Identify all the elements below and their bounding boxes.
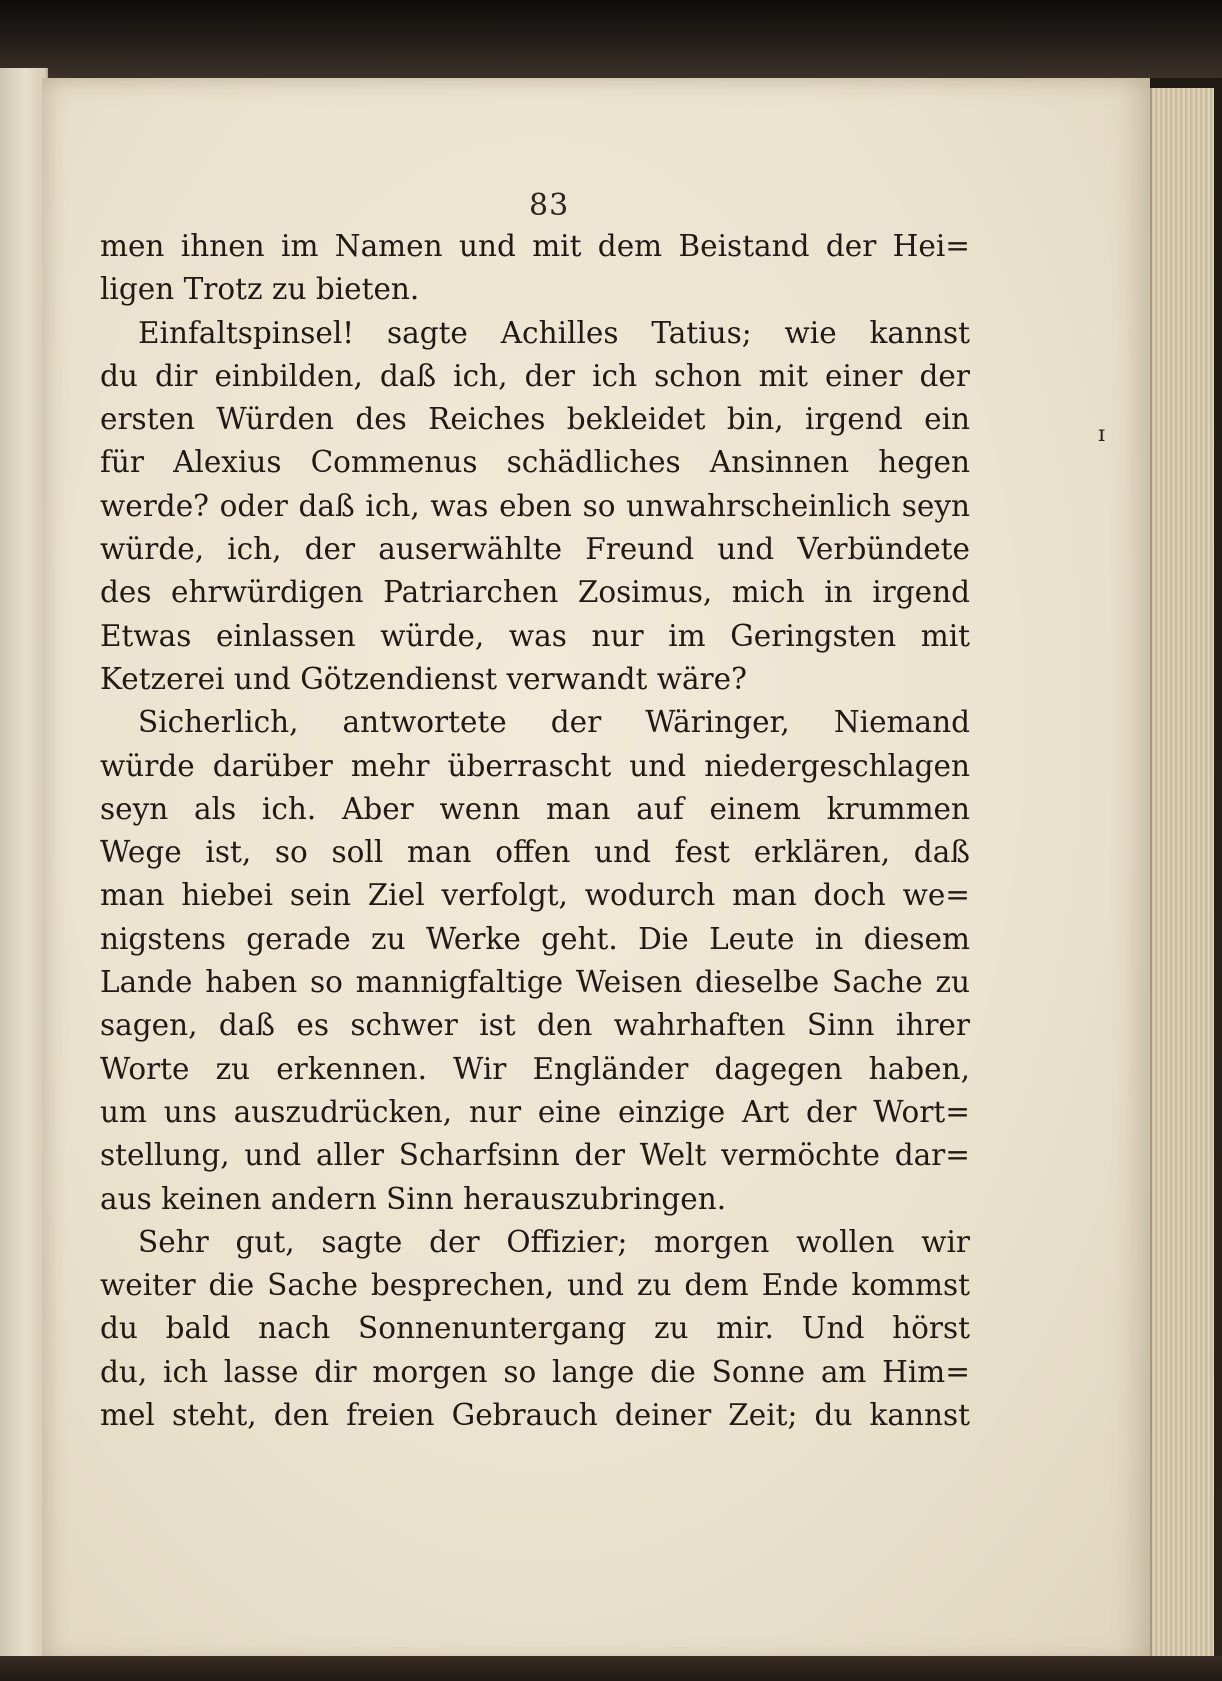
text-line: um uns auszudrücken, nur eine einzige Art der Wort= bbox=[100, 1094, 970, 1129]
text-line: Sehr gut, sagte der Offizier; morgen wollen wir bbox=[138, 1224, 970, 1259]
text-line: nigstens gerade zu Werke geht. Die Leute in diesem bbox=[100, 921, 970, 956]
text-line: Ketzerei und Götzendienst verwandt wäre? bbox=[100, 661, 747, 696]
text-line: des ehrwürdigen Patriarchen Zosimus, mich in irgend bbox=[100, 575, 970, 610]
text-line: du bald nach Sonnenuntergang zu mir. Und hörst bbox=[100, 1311, 970, 1346]
page-stack-edges bbox=[1150, 88, 1214, 1658]
text-line: du dir einbilden, daß ich, der ich schon mit einer der bbox=[100, 358, 970, 393]
text-line: Etwas einlassen würde, was nur im Geringsten mit bbox=[100, 618, 970, 653]
page-number: 83 bbox=[529, 188, 570, 223]
text-line: du, ich lasse dir morgen so lange die Sonne am Him= bbox=[100, 1354, 970, 1389]
margin-mark: ɪ bbox=[1098, 422, 1106, 447]
text-line: mel steht, den freien Gebrauch deiner Zeit; du kannst bbox=[100, 1398, 970, 1433]
text-line: ersten Würden des Reiches bekleidet bin, irgend ein bbox=[100, 402, 970, 437]
text-line: Worte zu erkennen. Wir Engländer dagegen haben, bbox=[100, 1051, 970, 1086]
text-line: Lande haben so mannigfaltige Weisen dieselbe Sache zu bbox=[100, 965, 970, 1000]
text-line: weiter die Sache besprechen, und zu dem Ende kommst bbox=[100, 1268, 970, 1303]
text-line: aus keinen andern Sinn herauszubringen. bbox=[100, 1181, 727, 1216]
text-line: Einfaltspinsel! sagte Achilles Tatius; wie kannst bbox=[138, 315, 970, 350]
text-line: würde darüber mehr überrascht und niedergeschlagen bbox=[100, 748, 970, 783]
text-line: seyn als ich. Aber wenn man auf einem krummen bbox=[100, 791, 970, 826]
text-line: würde, ich, der auserwählte Freund und Verbündete bbox=[100, 532, 970, 567]
text-line: man hiebei sein Ziel verfolgt, wodurch man doch we= bbox=[100, 878, 970, 913]
body-text bbox=[100, 225, 970, 1437]
text-line: werde? oder daß ich, was eben so unwahrscheinlich seyn bbox=[100, 488, 970, 523]
book-cover-bottom bbox=[0, 1656, 1222, 1681]
text-line: men ihnen im Namen und mit dem Beistand der Hei= bbox=[100, 229, 970, 263]
text-line: für Alexius Commenus schädliches Ansinnen hegen bbox=[100, 445, 970, 480]
book-cover-top bbox=[0, 0, 1222, 78]
text-line: Wege ist, so soll man offen und fest erklären, daß bbox=[100, 835, 970, 870]
left-page-edge bbox=[0, 68, 48, 1668]
text-line: sagen, daß es schwer ist den wahrhaften Sinn ihrer bbox=[100, 1008, 970, 1043]
text-line: Sicherlich, antwortete der Wäringer, Niemand bbox=[138, 705, 970, 740]
text-line: ligen Trotz zu bieten. bbox=[100, 272, 420, 307]
text-line: stellung, und aller Scharfsinn der Welt vermöchte dar= bbox=[100, 1138, 970, 1173]
